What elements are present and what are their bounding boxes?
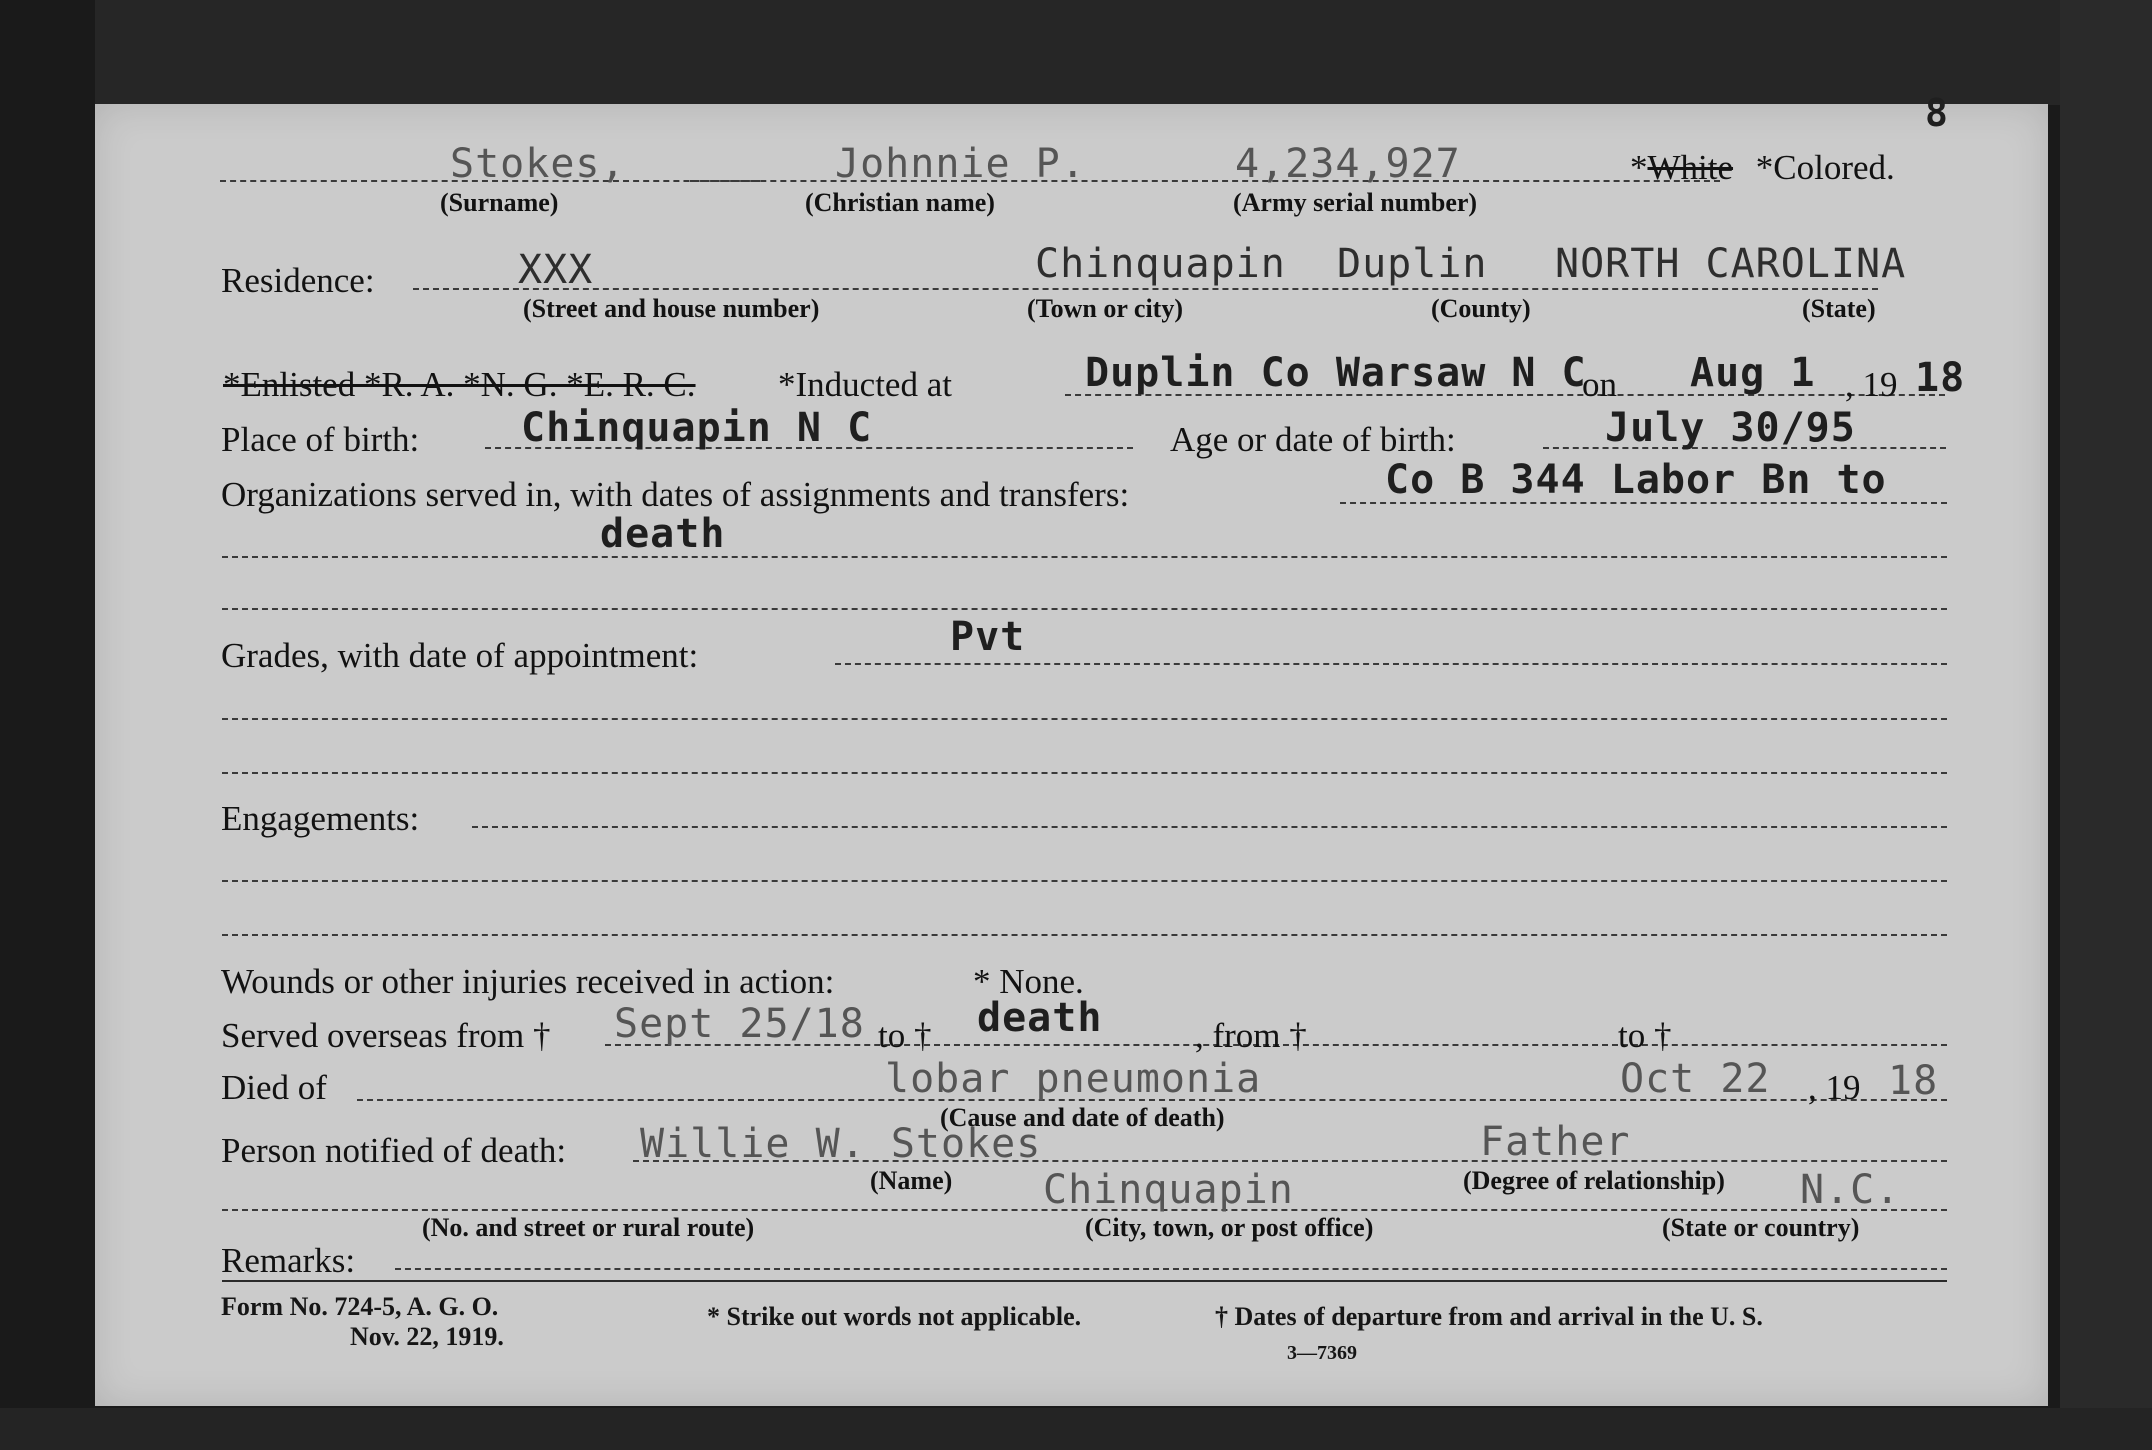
died-of-label: Died of: [221, 1068, 327, 1107]
overseas-to-label: to †: [878, 1016, 932, 1055]
induction-place-value: Duplin Co Warsaw N C: [1085, 350, 1587, 396]
race-colored: Colored.: [1773, 148, 1895, 187]
caption-christian-name: (Christian name): [805, 188, 995, 217]
organizations-line-3: [222, 608, 1947, 610]
backdrop-bottom: [0, 1408, 2152, 1450]
induction-date-value: Aug 1: [1690, 350, 1816, 396]
organizations-value-2: death: [600, 511, 726, 557]
caption-surname: (Surname): [440, 188, 559, 217]
race-white-struck: White: [1647, 148, 1734, 187]
remarks-rule: [222, 1280, 1947, 1282]
backdrop-right: [2060, 0, 2152, 1450]
birth-place-value: Chinquapin N C: [521, 405, 873, 451]
notified-city-value: Chinquapin: [1043, 1167, 1294, 1213]
form-number: Form No. 724-5, A. G. O.: [221, 1292, 499, 1321]
remarks-label: Remarks:: [221, 1241, 356, 1280]
death-cause-value: lobar pneumonia: [885, 1056, 1262, 1102]
engagements-line-2: [222, 880, 1947, 882]
overseas-from-value: Sept 25/18: [614, 1001, 865, 1047]
surname-value: Stokes,: [450, 141, 626, 187]
overseas-to2-label: to †: [1618, 1016, 1672, 1055]
strike-note: * Strike out words not applicable.: [707, 1302, 1082, 1331]
serial-number-value: 4,234,927: [1235, 141, 1461, 187]
inducted-at-label: *Inducted at: [778, 365, 952, 404]
residence-town-value: Chinquapin: [1035, 241, 1286, 287]
caption-street: (Street and house number): [523, 294, 820, 323]
overseas-from2-label: , from †: [1195, 1016, 1307, 1055]
notified-name-value: Willie W. Stokes: [640, 1121, 1042, 1167]
caption-state-country: (State or country): [1662, 1213, 1860, 1242]
enlistment-options-struck: *Enlisted *R. A. *N. G. *E. R. C.: [223, 365, 696, 404]
caption-cause-date: (Cause and date of death): [940, 1103, 1225, 1132]
organizations-line-2: [222, 556, 1947, 558]
caption-street-route: (No. and street or rural route): [422, 1213, 755, 1242]
induction-year-value: 18: [1915, 355, 1966, 401]
wounds-value: * None.: [973, 962, 1084, 1001]
induction-on-label: on: [1582, 365, 1617, 404]
residence-county-value: Duplin: [1337, 241, 1488, 287]
race-star-colored: *: [1755, 148, 1774, 187]
backdrop-top: [95, 0, 2152, 105]
caption-relationship: (Degree of relationship): [1463, 1166, 1725, 1195]
caption-city: (City, town, or post office): [1085, 1213, 1374, 1242]
notified-state-value: N.C.: [1800, 1167, 1901, 1213]
residence-label: Residence:: [221, 261, 375, 300]
overseas-to-value: death: [977, 995, 1103, 1041]
service-record-card: [95, 91, 2048, 1406]
form-date: Nov. 22, 1919.: [350, 1322, 504, 1351]
engagements-line-3: [222, 934, 1947, 936]
christian-name-value: Johnnie P.: [835, 141, 1086, 187]
caption-county: (County): [1431, 294, 1531, 323]
page-number: 8: [1925, 91, 1949, 135]
residence-street-value: XXX: [518, 247, 594, 293]
grades-label: Grades, with date of appointment:: [221, 636, 699, 675]
age-label: Age or date of birth:: [1170, 420, 1456, 459]
notified-label: Person notified of death:: [221, 1131, 567, 1170]
death-year-value: 18: [1888, 1058, 1939, 1104]
residence-state-value: NORTH CAROLINA: [1555, 241, 1907, 287]
dates-note: † Dates of departure from and arrival in the U. S.: [1215, 1302, 1763, 1331]
print-code: 3—7369: [1287, 1342, 1357, 1364]
residence-line: [413, 288, 1878, 290]
organizations-value-1: Co B 344 Labor Bn to: [1385, 457, 1887, 503]
death-date-value: Oct 22: [1620, 1056, 1771, 1102]
notified-relationship-value: Father: [1480, 1119, 1631, 1165]
race-options: [1630, 150, 1895, 185]
birth-place-label: Place of birth:: [221, 420, 420, 459]
grades-line-2: [222, 718, 1947, 720]
caption-town: (Town or city): [1027, 294, 1183, 323]
grades-line-3: [222, 772, 1947, 774]
caption-notified-name: (Name): [870, 1166, 953, 1195]
engagements-line-1: [472, 826, 1947, 828]
birth-date-value: July 30/95: [1605, 405, 1856, 451]
caption-state: (State): [1802, 294, 1876, 323]
organizations-label: Organizations served in, with dates of assignments and transfers:: [221, 475, 1130, 514]
caption-serial: (Army serial number): [1233, 188, 1478, 217]
wounds-label: Wounds or other injuries received in action:: [221, 962, 835, 1001]
induction-year-prefix: , 19: [1845, 365, 1898, 404]
overseas-label: Served overseas from †: [221, 1016, 551, 1055]
death-year-prefix: , 19: [1808, 1068, 1861, 1107]
grades-line-1: [835, 663, 1947, 665]
grades-value: Pvt: [950, 614, 1026, 660]
engagements-label: Engagements:: [221, 799, 420, 838]
remarks-line: [395, 1268, 1947, 1270]
race-star-white: *: [1630, 148, 1648, 187]
